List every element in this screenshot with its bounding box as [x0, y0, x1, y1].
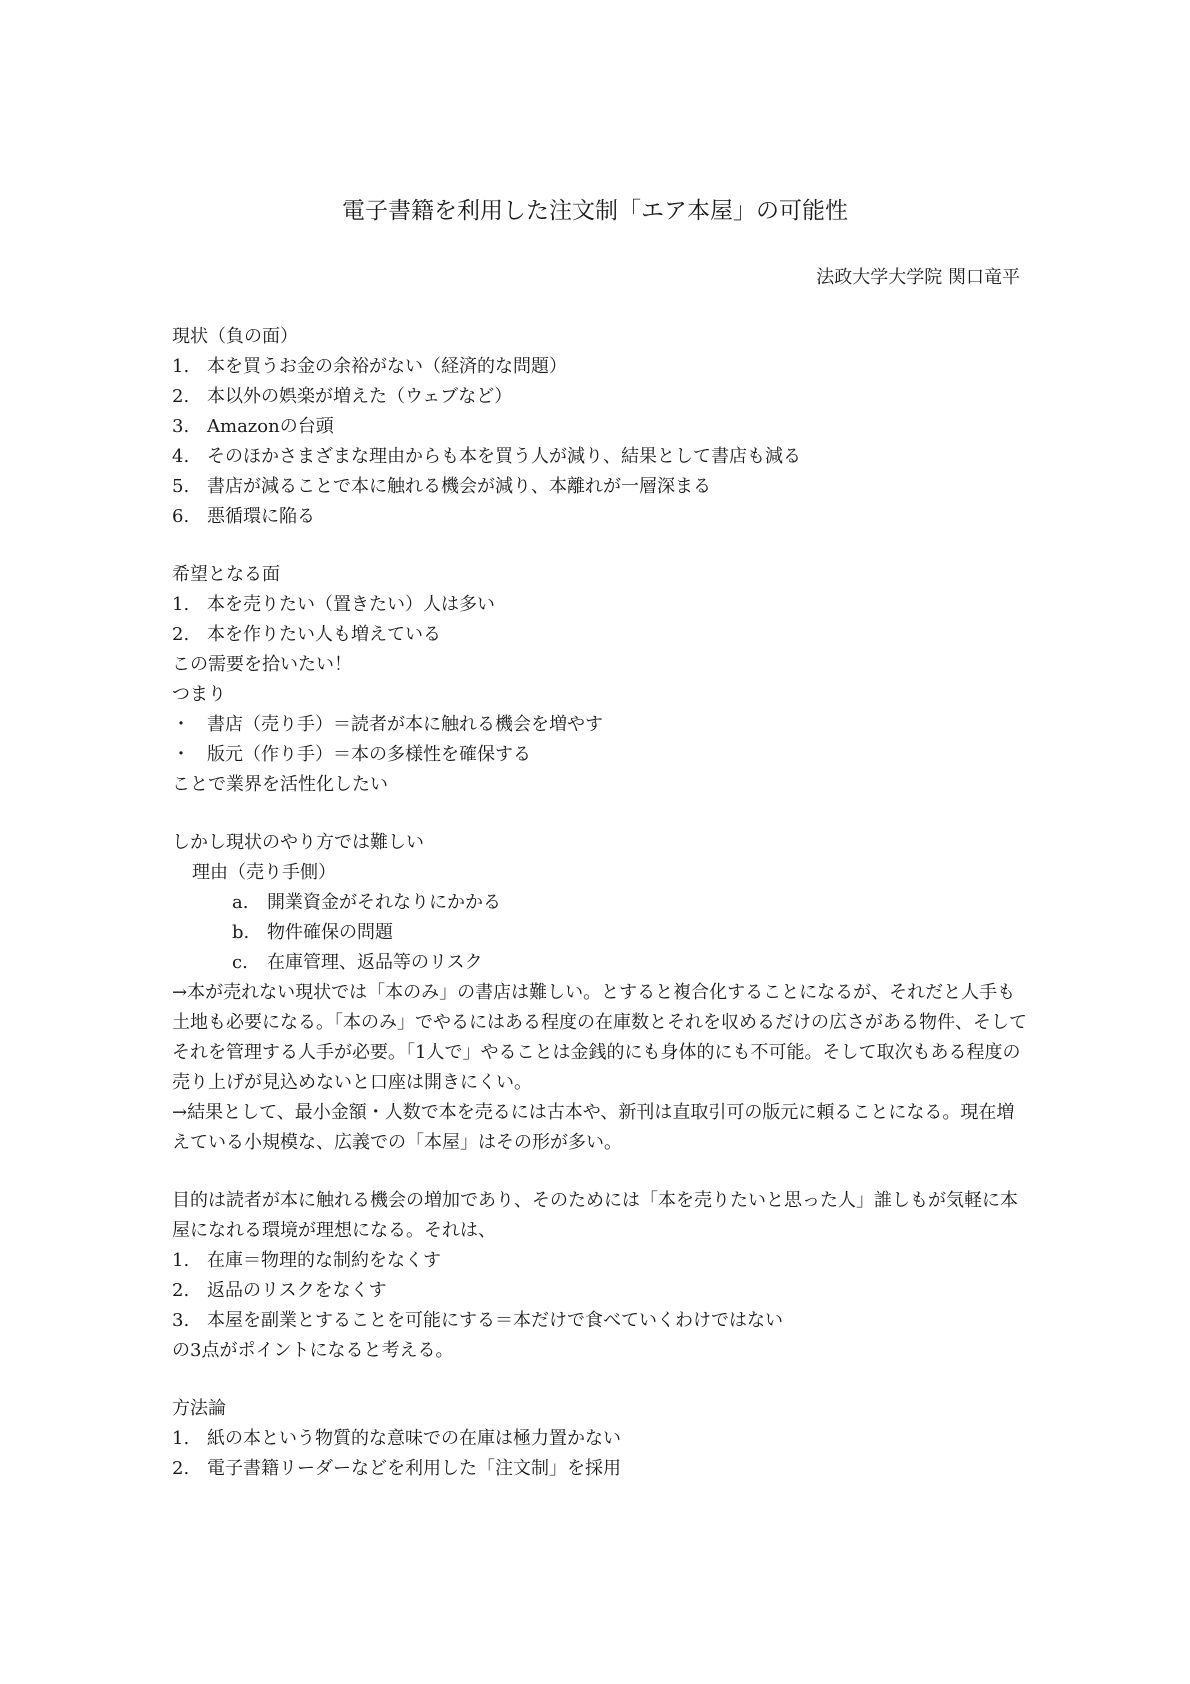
list-item: 2. 電子書籍リーダーなどを利用した「注文制」を採用 — [172, 1458, 621, 1479]
list-item: a. 開業資金がそれなりにかかる — [232, 892, 501, 913]
list-item: b. 物件確保の問題 — [232, 922, 393, 943]
list-item: 1. 本を売りたい（置きたい）人は多い — [172, 594, 495, 615]
list-item: 2. 返品のリスクをなくす — [172, 1280, 387, 1301]
list-item: 2. 本以外の娯楽が増えた（ウェブなど） — [172, 386, 513, 407]
list-item: 1. 紙の本という物質的な意味での在庫は極力置かない — [172, 1428, 621, 1449]
text-line: ことで業界を活性化したい — [172, 774, 388, 795]
paragraph: →結果として、最小金額・人数で本を売るには古本や、新刊は直取引可の版元に頼ることになる。現在増えている小規模な、広義での「本屋」はその形が多い。 — [172, 1102, 1015, 1153]
section-heading-hope: 希望となる面 — [172, 564, 280, 585]
text-line: この需要を拾いたい！ — [172, 654, 352, 675]
paragraph: →本が売れない現状では「本のみ」の書店は難しい。とすると複合化することになるが、それだと人手も土地も必要になる。「本のみ」でやるにはある程度の在庫数とそれを収めるだけの広さがある物件、そしてそれを管理する人手が必要。「1人で」やることは金銭的にも身体的にも不可能。そして取次もある程度の売り上げが見込めないと口座は開きにくい。 — [172, 982, 1027, 1093]
section-heading-difficulty: しかし現状のやり方では難しい — [172, 832, 424, 853]
document-title: 電子書籍を利用した注文制「エア本屋」の可能性 — [342, 198, 848, 224]
list-item: 5. 書店が減ることで本に触れる機会が減り、本離れが一層深まる — [172, 476, 711, 497]
section-heading-current-state: 現状（負の面） — [172, 326, 298, 347]
sub-heading-reasons: 理由（売り手側） — [192, 862, 336, 883]
bullet-item: ・ 書店（売り手）＝読者が本に触れる機会を増やす — [172, 714, 603, 735]
text-line: つまり — [172, 684, 226, 705]
paragraph: 目的は読者が本に触れる機会の増加であり、そのためには「本を売りたいと思った人」誰しもが気軽に本屋になれる環境が理想になる。それは、 — [172, 1190, 1018, 1241]
list-item: 3. Amazonの台頭 — [172, 416, 334, 437]
list-item: 1. 在庫＝物理的な制約をなくす — [172, 1250, 441, 1271]
document-body — [172, 322, 1028, 1484]
section-heading-methodology: 方法論 — [172, 1398, 226, 1419]
text-line: の3点がポイントになると考える。 — [172, 1340, 454, 1361]
bullet-item: ・ 版元（作り手）＝本の多様性を確保する — [172, 744, 531, 765]
list-item: 6. 悪循環に陥る — [172, 506, 315, 527]
list-item: 3. 本屋を副業とすることを可能にする＝本だけで食べていくわけではない — [172, 1310, 783, 1331]
list-item: 2. 本を作りたい人も増えている — [172, 624, 441, 645]
author-line: 法政大学大学院 関口竜平 — [816, 267, 1020, 288]
list-item: c. 在庫管理、返品等のリスク — [232, 952, 483, 973]
list-item: 4. そのほかさまざまな理由からも本を買う人が減り、結果として書店も減る — [172, 446, 801, 467]
list-item: 1. 本を買うお金の余裕がない（経済的な問題） — [172, 356, 567, 377]
